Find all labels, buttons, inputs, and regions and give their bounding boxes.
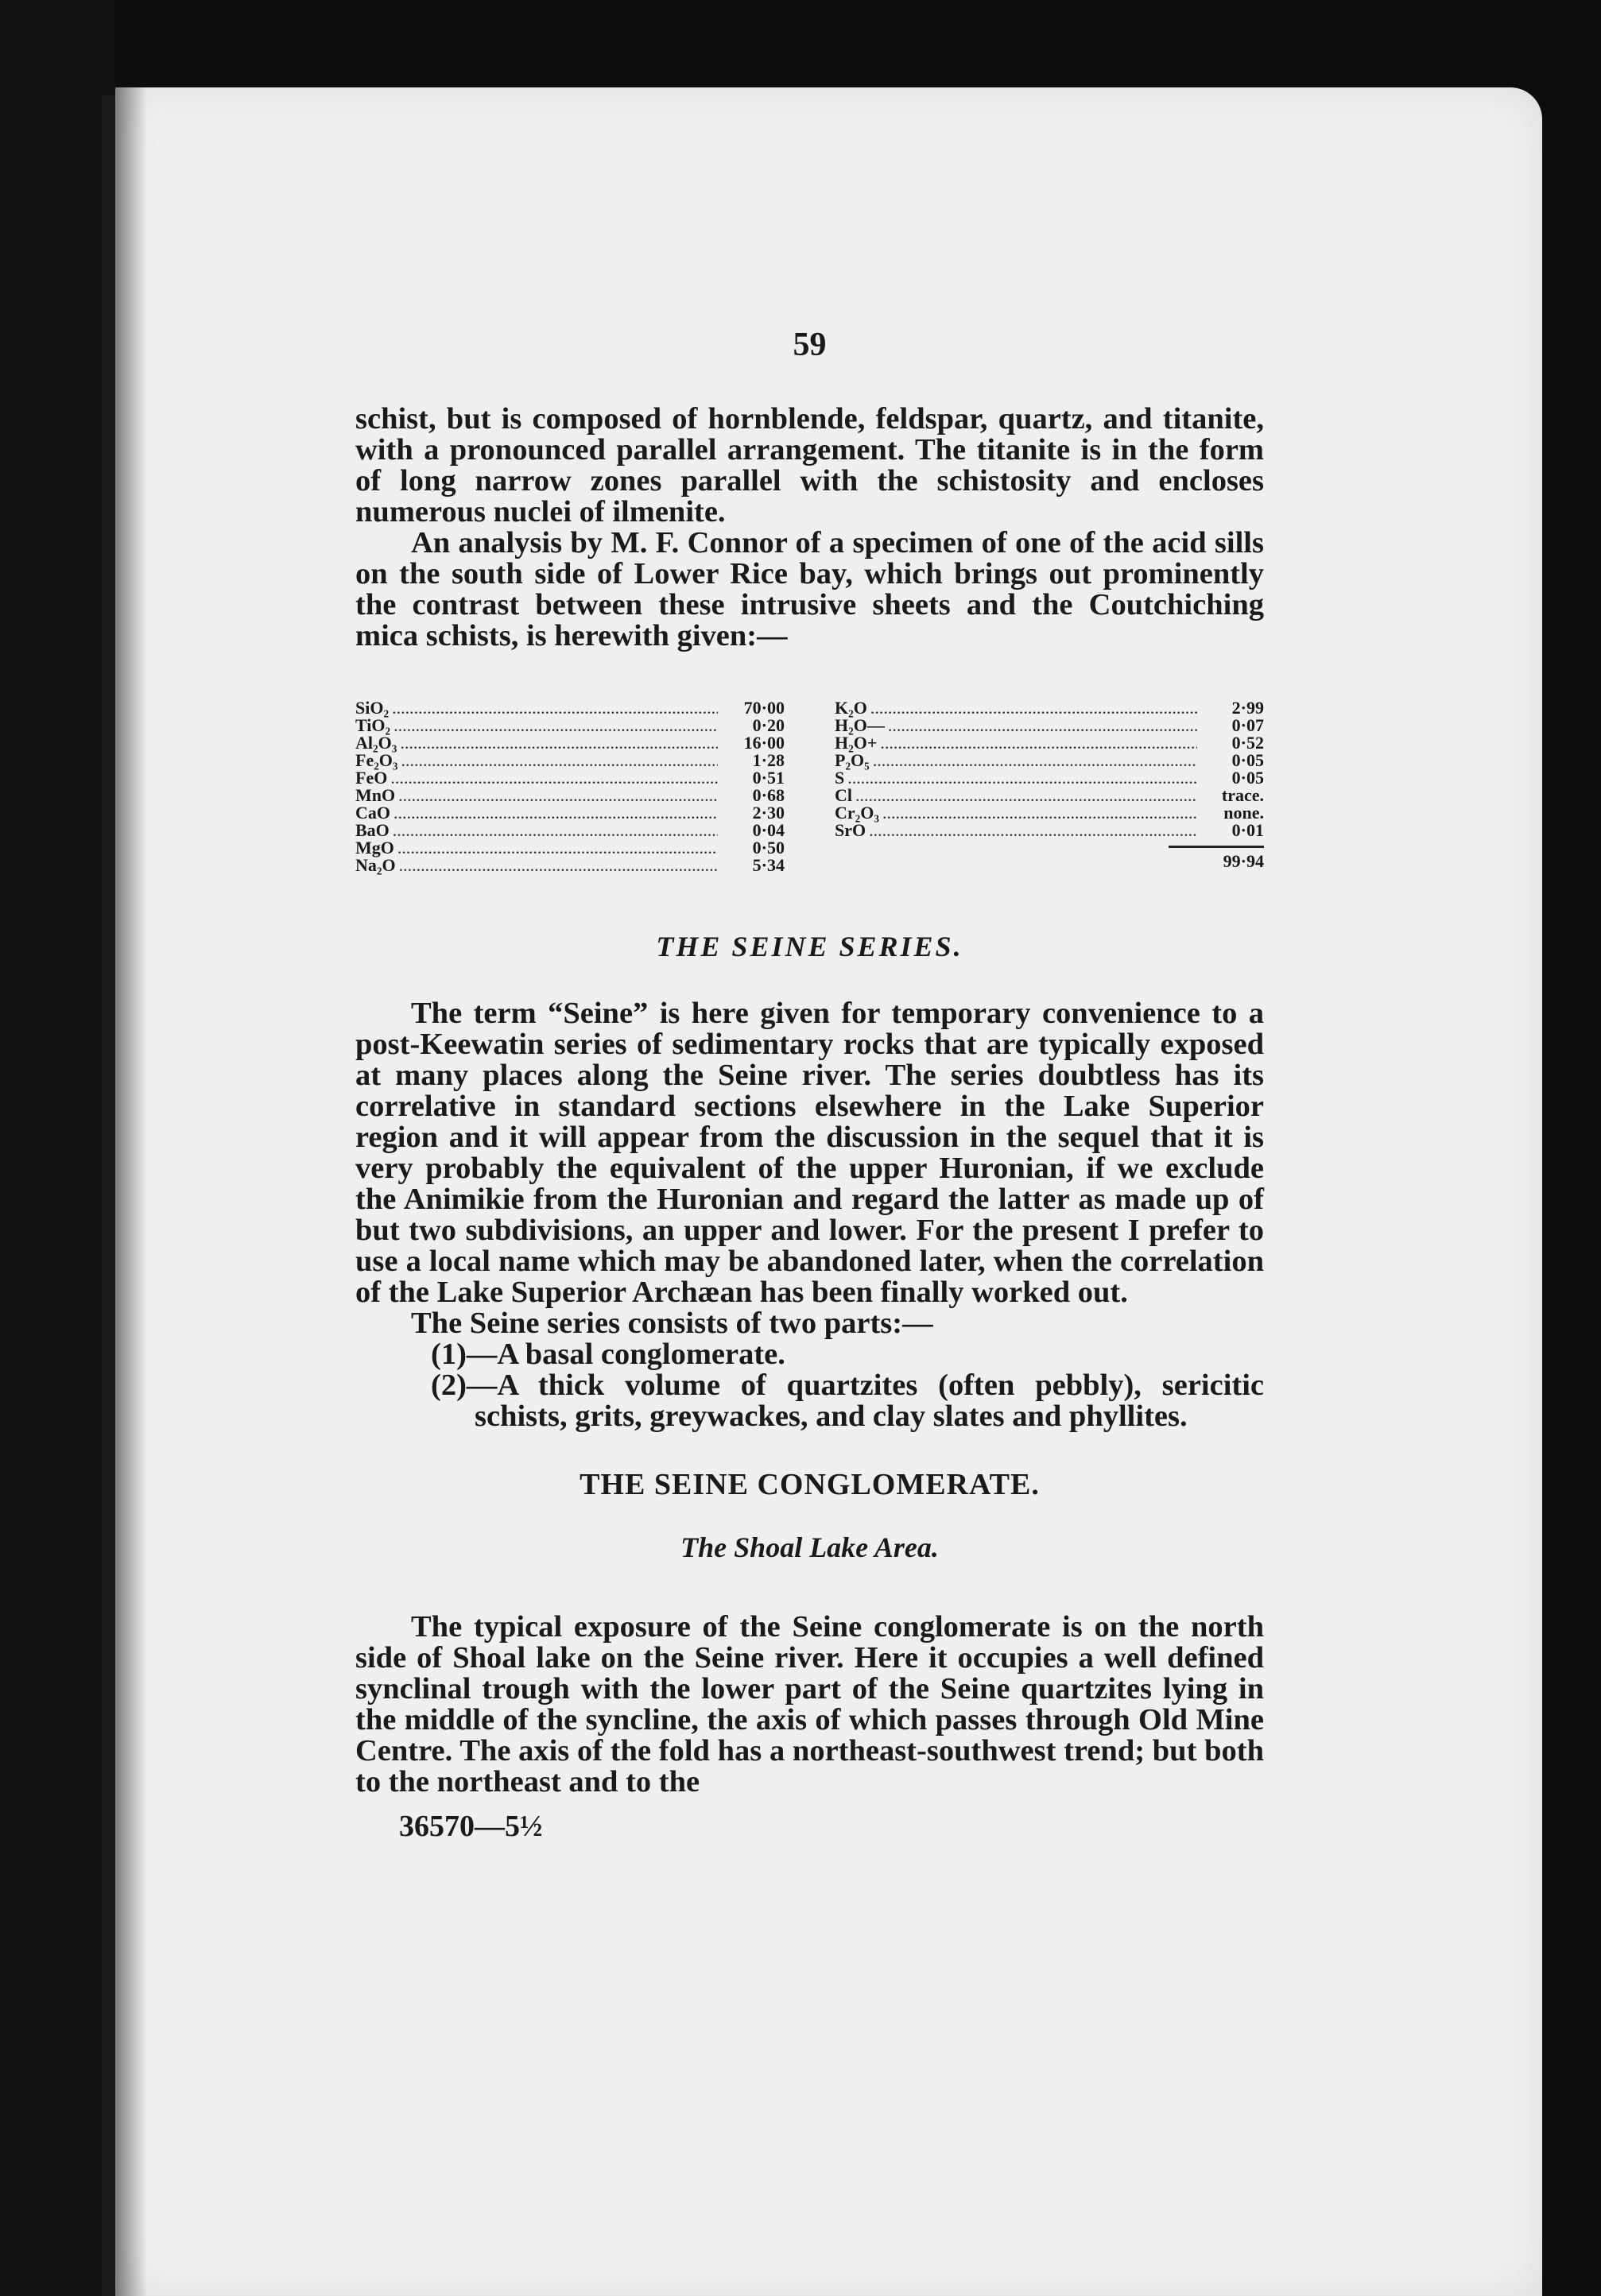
value: none.	[1223, 803, 1264, 823]
value: 70·00	[743, 698, 785, 718]
list-item: (2)—A thick volume of quartzites (often pebbly), sericitic schists, grits, greywackes, and clay slates and phyllites.	[431, 1369, 1264, 1433]
analysis-intro-paragraph: An analysis by M. F. Connor of a specimen of one of the acid sills on the south side of Lower Rice bay, which brings out prominently the contrast between these intrusive sheets and the Coutchiching mica schists, is herewith given:—	[355, 526, 1264, 652]
analysis-row	[835, 822, 1264, 839]
analysis-row	[355, 769, 785, 787]
component: H₂O—	[835, 715, 885, 735]
value: 0·01	[1231, 820, 1264, 840]
value: 2·30	[752, 803, 785, 823]
analysis-row	[355, 717, 785, 734]
analysis-row	[355, 804, 785, 822]
analysis-row	[355, 699, 785, 717]
series-parts-list	[355, 1339, 1264, 1432]
value: 2·99	[1231, 698, 1264, 718]
component: K₂O	[835, 698, 867, 718]
component: Na₂O	[355, 855, 396, 875]
component: TiO₂	[355, 715, 391, 735]
value: 0·51	[752, 768, 785, 788]
component: FeO	[355, 768, 388, 788]
scan-background-left	[0, 0, 115, 2296]
analysis-row	[355, 839, 785, 857]
component: CaO	[355, 803, 390, 823]
value: 0·05	[1231, 768, 1264, 788]
page-number: 59	[793, 327, 827, 363]
component: MgO	[355, 838, 394, 858]
value: 0·07	[1231, 715, 1264, 735]
value: 0·50	[752, 838, 785, 858]
component: S	[835, 768, 845, 788]
component: Cl	[835, 785, 852, 805]
value: trace.	[1221, 785, 1264, 805]
component: MnO	[355, 785, 396, 805]
series-intro: The Seine series consists of two parts:—	[411, 1307, 933, 1340]
component: H₂O+	[835, 733, 878, 753]
analysis-row	[835, 699, 1264, 717]
analysis-row	[835, 752, 1264, 769]
heading-seine-conglomerate: THE SEINE CONGLOMERATE.	[580, 1468, 1040, 1501]
analysis-total: 99·94	[1223, 851, 1264, 871]
section-heading-seine-series: THE SEINE SERIES.	[656, 931, 963, 962]
component: P₂O₅	[835, 750, 870, 770]
component: SrO	[835, 820, 866, 840]
component: SiO₂	[355, 698, 390, 718]
value: 5·34	[752, 855, 785, 875]
analysis-row	[835, 717, 1264, 734]
value: 16·00	[743, 733, 785, 753]
shoal-lake-paragraph: The typical exposure of the Seine conglomerate is on the north side of Shoal lake on the Seine river. Here it occupies a well defined synclinal trough with the lower part of the Seine quartzites lying in the middle of the syncline, the axis of which passes through Old Mine Centre. The axis of the fold has a northeast-southwest trend; but both to the northeast and to the	[355, 1610, 1264, 1798]
seine-series-paragraph: The term “Seine” is here given for temporary convenience to a post-Keewatin series of sedimentary rocks that are typically exposed at many places along the Seine river. The series doubtless has its correlative in standard sections elsewhere in the Lake Superior region and it will appear from the discussion in the sequel that it is very probably the equivalent of the upper Huronian, if we exclude the Animikie from the Huronian and regard the latter as made up of but two subdivisions, an upper and lower. For the present I prefer to use a local name which may be abandoned later, when the correlation of the Lake Superior Archæan has been finally worked out.	[355, 997, 1264, 1309]
analysis-row	[355, 787, 785, 804]
analysis-row	[355, 752, 785, 769]
spine-shadow	[115, 87, 147, 2296]
analysis-row	[835, 804, 1264, 822]
analysis-row	[355, 822, 785, 839]
value: 0·52	[1231, 733, 1264, 753]
value: 1·28	[752, 750, 785, 770]
value: 0·04	[752, 820, 785, 840]
component: BaO	[355, 820, 390, 840]
heading-shoal-lake-area: The Shoal Lake Area.	[680, 1531, 939, 1563]
value: 0·05	[1231, 750, 1264, 770]
component: Al₂O₃	[355, 733, 397, 753]
component: Fe₂O₃	[355, 750, 398, 770]
list-item: (1)—A basal conglomerate.	[431, 1338, 785, 1371]
analysis-left-column	[355, 699, 785, 874]
analysis-right-column	[835, 699, 1264, 874]
analysis-row	[355, 734, 785, 752]
analysis-row	[835, 734, 1264, 752]
page-content	[355, 326, 1264, 1844]
analysis-row	[355, 857, 785, 874]
analysis-row	[835, 787, 1264, 804]
value: 0·68	[752, 785, 785, 805]
signature-code: 36570—5½	[399, 1810, 543, 1843]
analysis-row	[835, 769, 1264, 787]
total-rule	[1169, 846, 1264, 848]
intro-paragraph: schist, but is composed of hornblende, feldspar, quartz, and titanite, with a pronounced parallel arrangement. The titanite is in the form of long narrow zones parallel with the schistosity and encloses numerous nuclei of ilmenite.	[355, 402, 1264, 529]
value: 0·20	[752, 715, 785, 735]
component: Cr₂O₃	[835, 803, 879, 823]
chemical-analysis-table	[355, 699, 1264, 874]
